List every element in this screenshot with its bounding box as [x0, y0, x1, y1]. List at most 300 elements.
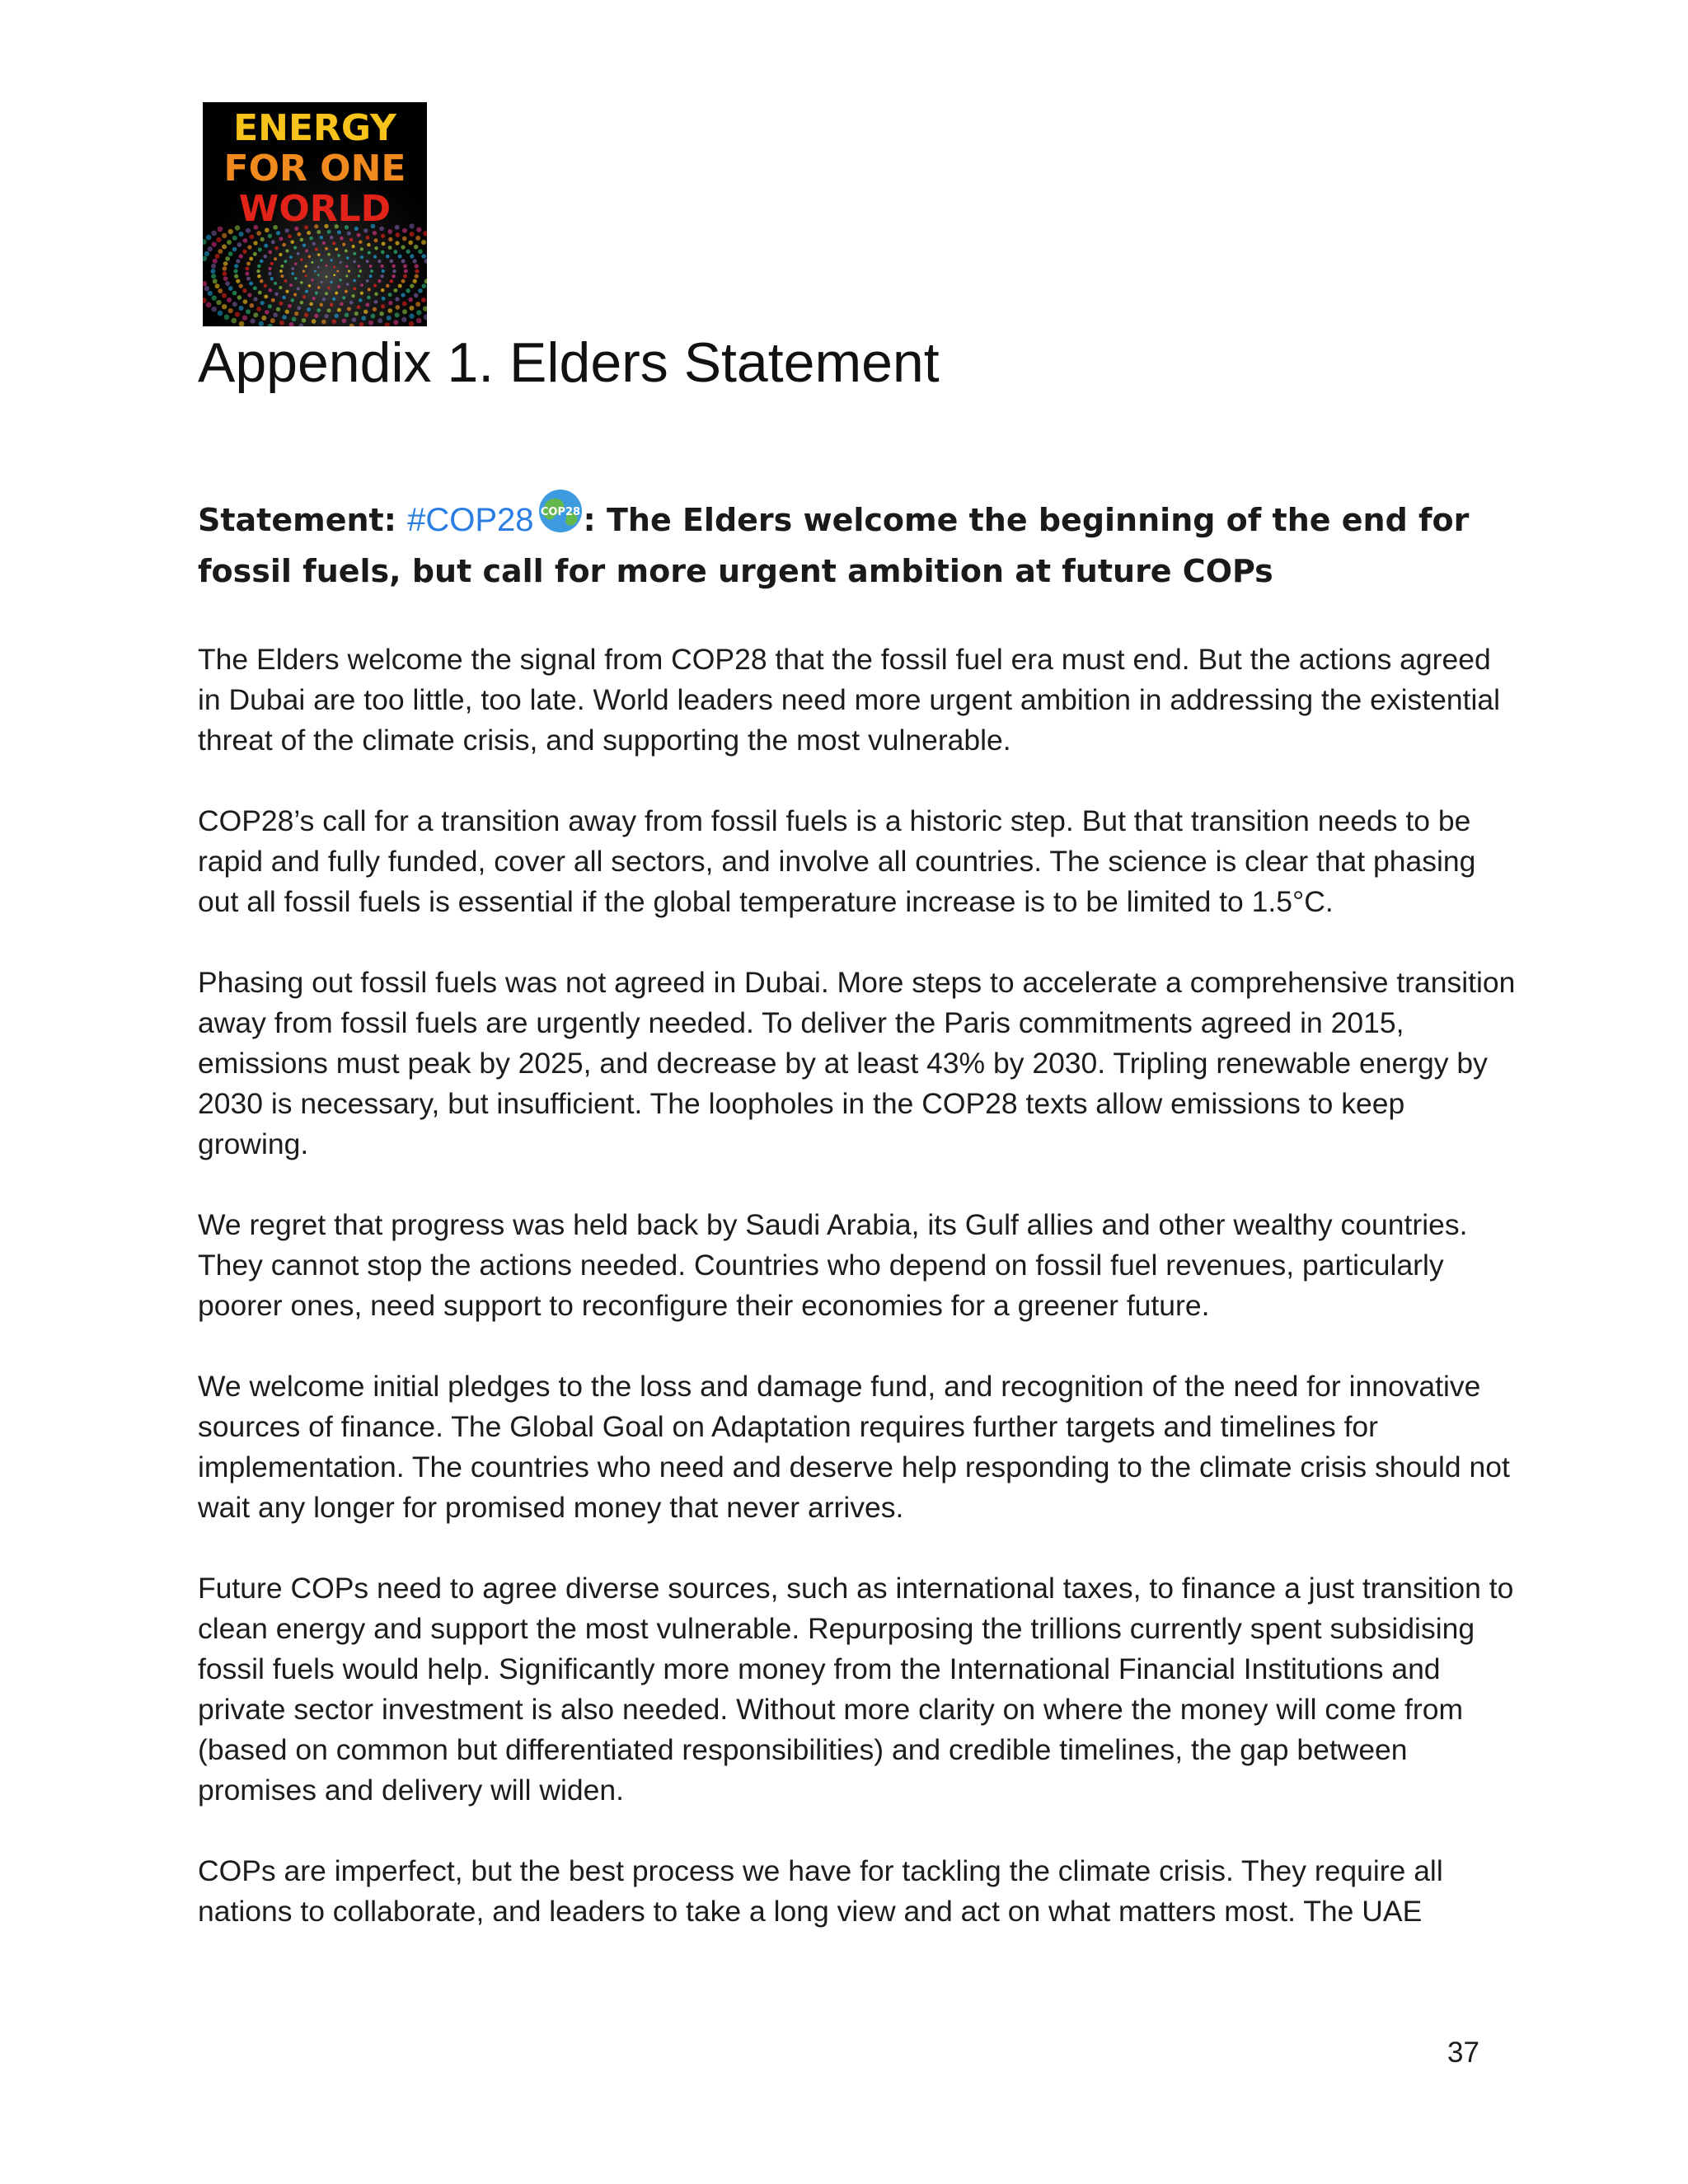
logo-dot — [349, 238, 354, 242]
logo-dot — [218, 288, 223, 293]
statement-prefix: Statement: — [198, 502, 408, 538]
logo-dot — [353, 252, 356, 255]
logo-dot — [274, 257, 277, 260]
logo-dot — [216, 237, 221, 242]
logo-dot — [243, 238, 248, 243]
logo-dot — [282, 243, 286, 247]
logo-dot — [317, 266, 320, 269]
logo-dot — [234, 274, 238, 278]
logo-dot — [223, 276, 228, 281]
logo-dot — [211, 231, 217, 237]
logo-dot — [352, 294, 355, 298]
logo-dot — [253, 252, 257, 256]
logo-dot — [253, 241, 257, 245]
logo-dot — [346, 256, 349, 259]
logo-dot — [335, 292, 338, 295]
logo-dot — [330, 303, 334, 307]
logo-dot — [239, 284, 243, 288]
body-paragraph: We welcome initial pledges to the loss and damage fund, and recognition of the need for innovative sources of finance. The Global Goal on Adaptation requires further targets and timelines for implementation. The countries who need and deserve help responding to the climate crisis should not wait any longer for promised money that never arrives. — [198, 1370, 1510, 1524]
logo-dot — [320, 303, 324, 307]
logo-dot — [373, 307, 377, 312]
logo-dot — [402, 237, 407, 241]
logo-dot — [284, 260, 287, 263]
logo-dot — [279, 269, 283, 273]
logo-dot — [322, 241, 326, 245]
logo-dot — [402, 228, 407, 233]
logo-dot — [246, 309, 251, 314]
logo-dot — [263, 255, 267, 259]
logo-dot — [271, 298, 275, 302]
logo-dot — [232, 236, 237, 241]
logo-dot — [222, 244, 227, 249]
logo-dot — [387, 308, 392, 313]
logo-dot — [271, 240, 275, 244]
logo-dot — [206, 235, 212, 241]
logo-dot — [311, 279, 313, 281]
logo-dot — [360, 255, 363, 259]
logo-dot — [345, 274, 348, 277]
logo-dot — [406, 250, 410, 254]
logo-dot — [245, 272, 249, 276]
statement-headline: The Elders welcome the beginning of the end for fossil fuels, but call for more urgent ambition at future COPs — [198, 502, 1470, 589]
logo-dot — [353, 260, 355, 263]
logo-dot — [204, 251, 209, 256]
logo-dot — [239, 254, 243, 258]
logo-dot — [322, 298, 326, 301]
logo-dot — [349, 301, 354, 305]
logo-dot — [368, 251, 371, 255]
logo-dot — [342, 296, 345, 299]
logo-dot — [321, 320, 326, 325]
logo-dot — [367, 296, 371, 300]
cop28-globe-icon — [537, 488, 584, 534]
logo-dot — [285, 310, 289, 314]
logo-dot — [340, 261, 342, 264]
logo-dot — [415, 302, 420, 307]
logo-dot — [293, 293, 297, 296]
logo-dot — [396, 232, 401, 237]
logo-dot — [279, 253, 282, 256]
logo-dot — [416, 227, 421, 232]
energy-for-one-world-logo — [203, 102, 427, 326]
logo-dot — [415, 264, 419, 268]
logo-dot — [373, 284, 377, 287]
logo-dot — [325, 292, 328, 295]
logo-dot — [418, 288, 423, 293]
logo-dot — [371, 314, 376, 319]
logo-dot — [336, 270, 339, 273]
logo-dot — [415, 236, 420, 241]
logo-dot — [218, 249, 223, 254]
logo-dot — [340, 237, 344, 241]
logo-dot — [228, 286, 233, 291]
logo-dot — [416, 310, 421, 315]
logo-dot — [373, 231, 377, 235]
logo-dot — [282, 315, 287, 320]
logo-dot — [396, 305, 401, 310]
logo-dot — [327, 230, 331, 234]
logo-dot — [360, 292, 363, 295]
logo-dot — [324, 314, 328, 318]
logo-dot — [320, 281, 322, 284]
logo-dot — [285, 290, 288, 293]
logo-dot — [345, 290, 348, 293]
logo-dot — [388, 237, 392, 241]
logo-dot — [359, 269, 362, 272]
logo-dot — [231, 318, 237, 324]
logo-dot — [279, 321, 284, 326]
logo-dot — [402, 309, 407, 314]
logo-dot — [398, 255, 402, 259]
logo-dot — [288, 234, 292, 238]
logo-dot — [268, 234, 272, 238]
logo-dot — [357, 305, 361, 309]
logo-dot — [403, 264, 407, 268]
logo-dot — [409, 313, 414, 318]
logo-dot — [326, 275, 328, 278]
logo-dot — [317, 253, 320, 255]
logo-line-1: ENERGY — [233, 107, 396, 149]
logo-dot — [374, 293, 378, 297]
logo-dot — [268, 304, 272, 308]
logo-dot — [332, 298, 335, 301]
logo-dot — [374, 246, 378, 251]
logo-dot — [395, 297, 399, 301]
logo-dot — [359, 240, 363, 244]
logo-dot — [390, 279, 394, 284]
logo-dot — [348, 269, 350, 272]
logo-dot — [393, 288, 397, 293]
logo-dot — [358, 265, 360, 267]
logo-dot — [327, 287, 330, 289]
logo-dot — [302, 269, 305, 272]
logo-dot — [253, 312, 258, 317]
logo-dot — [268, 267, 271, 270]
logo-dot — [243, 299, 248, 304]
logo-dot — [352, 317, 357, 322]
logo-dot — [392, 274, 396, 279]
logo-dot — [225, 281, 230, 286]
logo-dot — [276, 307, 280, 312]
logo-dot — [258, 291, 262, 295]
logo-dot — [227, 298, 232, 302]
logo-dot — [358, 274, 360, 277]
logo-dot — [290, 240, 294, 244]
logo-dot — [377, 260, 381, 263]
logo-dot — [388, 246, 392, 250]
logo-dot — [316, 230, 321, 234]
logo-dot — [421, 284, 426, 288]
logo-dot — [294, 312, 298, 316]
logo-dot — [276, 231, 280, 235]
logo-dot — [211, 307, 217, 312]
logo-dot — [337, 308, 341, 312]
logo-dot — [260, 279, 264, 284]
cop28-hashtag-link[interactable]: #COP28 — [407, 502, 534, 538]
logo-dot — [337, 230, 341, 234]
logo-dot — [223, 271, 227, 276]
logo-dot — [236, 259, 240, 263]
logo-dot — [208, 246, 213, 251]
logo-dot — [270, 262, 274, 265]
logo-dot — [213, 259, 218, 264]
logo-dot — [354, 312, 359, 316]
logo-dot — [387, 316, 392, 321]
logo-dot — [377, 279, 381, 283]
logo-dot — [265, 310, 270, 315]
logo-dot — [402, 302, 407, 307]
logo-dot — [234, 264, 238, 268]
logo-dot — [259, 321, 264, 326]
logo-dot — [401, 259, 406, 263]
logo-dot — [363, 310, 368, 314]
logo-dot — [335, 314, 339, 318]
body-paragraph: We regret that progress was held back by Saudi Arabia, its Gulf allies and other wealthy countries. They cannot stop the actions needed. Countries who depend on fossil fuel revenues, particularly poorer ones, need support to reconfigure their economies for a greener future. — [198, 1208, 1468, 1322]
logo-dot — [222, 233, 227, 238]
logo-dot — [370, 269, 373, 273]
logo-dot — [297, 232, 301, 237]
logo-dot — [415, 274, 419, 278]
logo-line-2: FOR ONE — [223, 148, 406, 190]
logo-dot — [249, 303, 254, 308]
logo-dot — [418, 249, 423, 254]
logo-dot — [309, 237, 313, 241]
logo-dot — [401, 279, 406, 284]
logo-dot — [331, 281, 333, 284]
logo-dot — [406, 288, 410, 293]
page-number: 37 — [1447, 2036, 1479, 2069]
logo-dot — [245, 266, 249, 270]
logo-dot — [366, 279, 369, 283]
logo-dot — [289, 284, 293, 287]
logo-dot — [273, 312, 278, 317]
logo-dot — [408, 241, 413, 246]
logo-dot — [304, 313, 308, 317]
logo-dot — [315, 292, 318, 295]
logo-dot — [297, 252, 300, 255]
logo-dot — [211, 264, 216, 269]
logo-dot — [381, 288, 385, 293]
logo-dot — [269, 288, 273, 293]
logo-dot — [365, 236, 369, 240]
logo-dot — [335, 247, 338, 251]
logo-dot — [256, 269, 260, 274]
logo-dot — [345, 249, 348, 252]
logo-dot — [311, 261, 313, 264]
logo-dot — [235, 312, 240, 316]
logo-dot — [410, 232, 415, 237]
logo-dot — [279, 237, 283, 241]
logo-dot — [369, 274, 373, 278]
logo-dot — [382, 241, 386, 246]
logo-dot — [232, 247, 237, 252]
logo-dot — [320, 259, 322, 261]
logo-dot — [289, 255, 293, 259]
logo-dot — [232, 291, 237, 296]
logo-dot — [308, 255, 311, 258]
logo-dot — [395, 225, 400, 230]
logo-dot — [274, 246, 279, 251]
logo-dot — [261, 316, 266, 321]
logo-dot — [285, 249, 288, 252]
logo-dot — [401, 317, 406, 322]
logo-dot — [353, 287, 356, 290]
logo-dot — [331, 319, 336, 324]
logo-dot — [421, 298, 426, 302]
logo-dot — [297, 287, 300, 290]
logo-dot — [320, 236, 324, 240]
logo-dot — [237, 295, 242, 300]
logo-dot — [345, 265, 348, 268]
logo-dot — [314, 270, 316, 273]
logo-dot — [352, 245, 355, 248]
logo-dot — [291, 272, 293, 274]
logo-dot — [337, 254, 340, 256]
logo-dot — [268, 272, 271, 275]
logo-dot — [309, 302, 313, 307]
logo-dot — [293, 246, 297, 249]
logo-dot — [421, 254, 426, 259]
logo-graphic — [203, 102, 427, 326]
statement-heading — [198, 488, 1508, 597]
logo-dot — [307, 231, 311, 235]
logo-dot — [256, 231, 261, 236]
logo-dot — [260, 237, 265, 241]
logo-dot — [381, 234, 385, 238]
logo-dot — [403, 274, 407, 279]
statement-separator: : — [583, 502, 596, 538]
logo-dot — [270, 318, 275, 323]
logo-dot — [367, 243, 371, 247]
logo-dot — [279, 286, 282, 289]
logo-dot — [257, 274, 261, 279]
logo-dot — [327, 253, 330, 255]
logo-dot — [368, 288, 371, 291]
logo-dot — [342, 243, 345, 246]
logo-dot — [239, 306, 244, 311]
logo-dot — [316, 308, 321, 312]
logo-dot — [413, 259, 417, 263]
logo-dot — [393, 320, 398, 325]
logo-dot — [291, 298, 295, 302]
logo-dot — [393, 250, 397, 254]
logo-dot — [212, 295, 217, 300]
logo-dot — [256, 307, 261, 312]
logo-dot — [347, 307, 351, 311]
logo-dot — [258, 248, 262, 252]
logo-dot — [369, 265, 373, 268]
logo-dot — [224, 314, 230, 320]
logo-dot — [361, 316, 366, 321]
logo-dot — [392, 269, 396, 274]
logo-dot — [381, 251, 385, 255]
logo-dot — [305, 290, 308, 293]
page-title: Appendix 1. Elders Statement — [198, 331, 940, 394]
logo-dot — [225, 256, 230, 261]
logo-dot — [392, 265, 396, 269]
logo-dot — [228, 229, 233, 234]
logo-dot — [233, 269, 237, 273]
logo-dot — [208, 291, 213, 296]
logo-dot — [213, 279, 218, 284]
logo-dot — [386, 255, 390, 259]
logo-dot — [279, 302, 283, 306]
logo-dot — [388, 293, 392, 297]
logo-dot — [410, 284, 414, 288]
logo-dot — [260, 260, 264, 264]
logo-dot — [365, 302, 369, 307]
logo-dot — [246, 277, 251, 281]
logo-dot — [274, 282, 277, 285]
logo-dot — [390, 260, 394, 264]
logo-dot — [227, 240, 232, 245]
logo-dot — [381, 304, 385, 308]
logo-dot — [377, 318, 382, 323]
logo-dot — [253, 297, 257, 301]
logo-dot — [218, 227, 223, 232]
logo-dot — [360, 284, 363, 287]
logo-dot — [330, 236, 334, 240]
logo-dot — [381, 274, 384, 278]
logo-dot — [374, 300, 378, 304]
logo-dot — [223, 261, 228, 266]
logo-dot — [386, 284, 390, 288]
logo-dot — [300, 258, 302, 260]
logo-dot — [414, 245, 419, 250]
logo-dot — [333, 266, 335, 269]
body-paragraph: COP28’s call for a transition away from fossil fuels is a historic step. But that transition needs to be rapid and fully funded, cover all sectors, and involve all countries. The science is clear that phasing out all fossil fuels is essential if the global temperature increase is to be limited to 1.5°C. — [198, 804, 1476, 918]
logo-dot — [404, 269, 408, 274]
logo-dot — [292, 316, 297, 321]
logo-dot — [242, 288, 246, 293]
logo-dot — [269, 251, 273, 255]
logo-dot — [274, 293, 279, 297]
logo-dot — [401, 245, 405, 249]
logo-dot — [360, 247, 363, 251]
logo-dot — [312, 297, 316, 300]
logo-dot — [270, 277, 274, 280]
logo-dot — [382, 297, 386, 301]
logo-dot — [302, 295, 306, 298]
logo-dot — [282, 296, 286, 300]
statement-body — [198, 640, 1517, 1972]
logo-dot — [345, 313, 349, 317]
logo-dot — [222, 293, 227, 298]
logo-dot — [264, 244, 268, 248]
logo-dot — [246, 261, 251, 265]
logo-dot — [263, 284, 267, 288]
logo-dot — [264, 294, 268, 298]
logo-dot — [366, 260, 369, 263]
logo-dot — [215, 284, 220, 288]
logo-dot — [215, 254, 220, 259]
logo-dot — [218, 311, 223, 316]
logo-dot — [395, 312, 400, 317]
logo-dot — [223, 266, 227, 271]
logo-dot — [357, 233, 361, 237]
logo-dot — [381, 265, 384, 268]
logo-dot — [305, 249, 308, 252]
body-paragraph: The Elders welcome the signal from COP28 that the fossil fuel era must end. But the actions agreed in Dubai are too little, too late. World leaders need more urgent ambition in addressing the existential threat of the climate crisis, and supporting the most vulnerable. — [198, 643, 1500, 757]
logo-dot — [291, 267, 293, 269]
logo-dot — [236, 279, 240, 283]
logo-dot — [333, 274, 335, 276]
logo-dot — [340, 279, 342, 281]
logo-dot — [216, 300, 221, 305]
logo-dot — [249, 234, 254, 239]
logo-dot — [204, 286, 209, 291]
logo-dot — [249, 257, 253, 261]
